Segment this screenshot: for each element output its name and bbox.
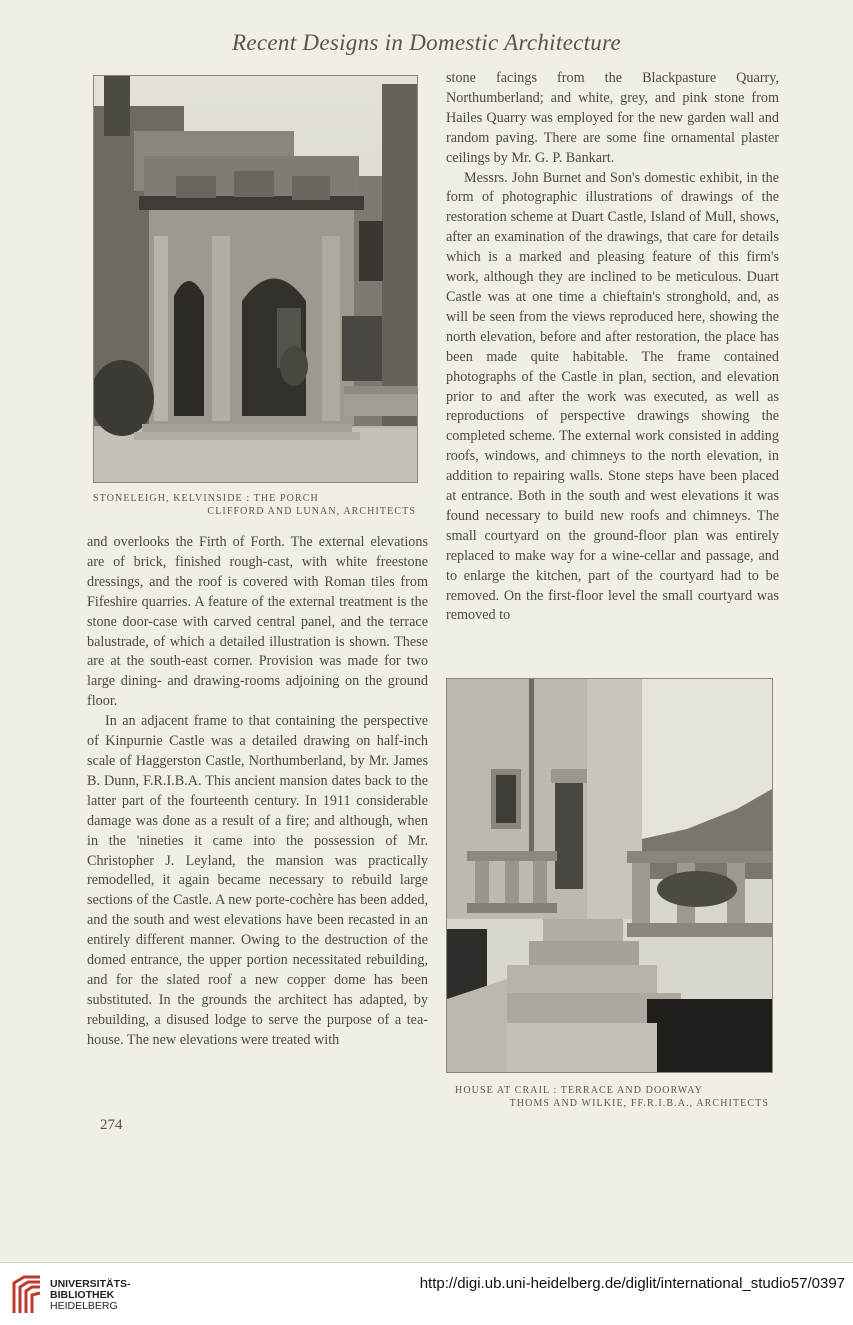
terrace-caption xyxy=(455,1084,769,1110)
terrace-photo-drawing xyxy=(447,679,772,1072)
right-paragraph-1: stone facings from the Blackpasture Quarry, Northumberland; and white, grey, and pink stone from Hailes Quarry was employed for the new garden wall and random paving. There are some fine ornamental plaster ceilings by Mr. G. P. Bankart. xyxy=(446,70,779,166)
left-paragraph-1: and overlooks the Firth of Forth. The external elevations are of brick, finished rough-cast, with white freestone dressings, and the roof is covered with Roman tiles from Fifeshire quarries. A feature of the external treatment is the stone door-case with carved central panel, and the terrace balustrade, of which a detailed illustration is shown. These are at the south-east corner. Provision was made for two large dining- and drawing-rooms adjoining on the ground floor. xyxy=(87,534,428,710)
terrace-caption-title: HOUSE AT CRAIL : TERRACE AND DOORWAY xyxy=(455,1085,703,1096)
university-library-logo-icon[interactable] xyxy=(10,1273,44,1317)
left-text-column xyxy=(87,533,428,1051)
porch-caption-architects: CLIFFORD AND LUNAN, ARCHITECTS xyxy=(207,506,416,517)
right-text-column xyxy=(446,69,779,626)
page-number: 274 xyxy=(100,1117,123,1133)
institution-line-3: HEIDELBERG xyxy=(50,1300,118,1312)
institution-line-1: UNIVERSITÄTS- xyxy=(50,1278,131,1290)
left-paragraph-2: In an adjacent frame to that containing the perspective of Kinpurnie Castle was a detailed drawing on half-inch scale of Haggerston Castle, Northumberland, by Mr. James B. Dunn, F.R.I.B.A. This ancient mansion dates back to the latter part of the fourteenth century. In 1911 considerable damage was done as a result of a fire; and although, when in the 'nineties it came into the possession of Mr. Christopher J. Leyland, the mansion was practically remodelled, it again became necessary to rebuild large sections of the Castle. A new porte-cochère has been added, and the south and west elevations have been recasted in an entirely different manner. Owing to the destruction of the domed entrance, the upper portion necessitated rebuilding, and for the slated roof a new copper dome has been substituted. In the grounds the architect has adapted, by rebuilding, a disused lodge to serve the purpose of a tea-house. The new elevations were treated with xyxy=(87,713,428,1048)
library-footer xyxy=(0,1262,853,1325)
page-url-link[interactable]: http://digi.ub.uni-heidelberg.de/diglit/international_studio57/0397 xyxy=(419,1275,845,1292)
terrace-caption-architects: THOMS AND WILKIE, FF.R.I.B.A., ARCHITECTS xyxy=(509,1098,769,1109)
porch-caption xyxy=(93,492,416,518)
porch-photograph xyxy=(93,75,418,483)
running-head: Recent Designs in Domestic Architecture xyxy=(232,30,621,55)
porch-caption-title: STONELEIGH, KELVINSIDE : THE PORCH xyxy=(93,493,319,504)
porch-photo-drawing xyxy=(94,76,417,482)
terrace-photograph xyxy=(446,678,773,1073)
institution-name xyxy=(50,1279,131,1312)
institution-line-2: BIBLIOTHEK xyxy=(50,1289,115,1301)
right-paragraph-2: Messrs. John Burnet and Son's domestic exhibit, in the form of photographic illustrations of drawings of the restoration scheme at Duart Castle, Island of Mull, shows, after an examination of the drawings, that care for details which is a marked and pleasing feature of this firm's work, although they are inclined to be meticulous. Duart Castle was at one time a chieftain's stronghold, and, as will be seen from the views reproduced here, showing the north elevation, before and after restoration, the place has been made quite habitable. The frame contained photographs of the Castle in plan, section, and elevation prior to and after the work was executed, as well as reproductions of perspective drawings showing the completed scheme. The external work consisted in adding roofs, windows, and chimneys to the north elevation, in addition to repairing walls. Stone steps have been placed at entrance. Both in the south and west elevations it was found necessary to build new roofs and chimneys. The small courtyard on the ground-floor plan was entirely replaced to make way for a wine-cellar and passage, and to enlarge the kitchen, part of the courtyard had to be removed. On the first-floor level the small courtyard was removed to xyxy=(446,169,779,624)
